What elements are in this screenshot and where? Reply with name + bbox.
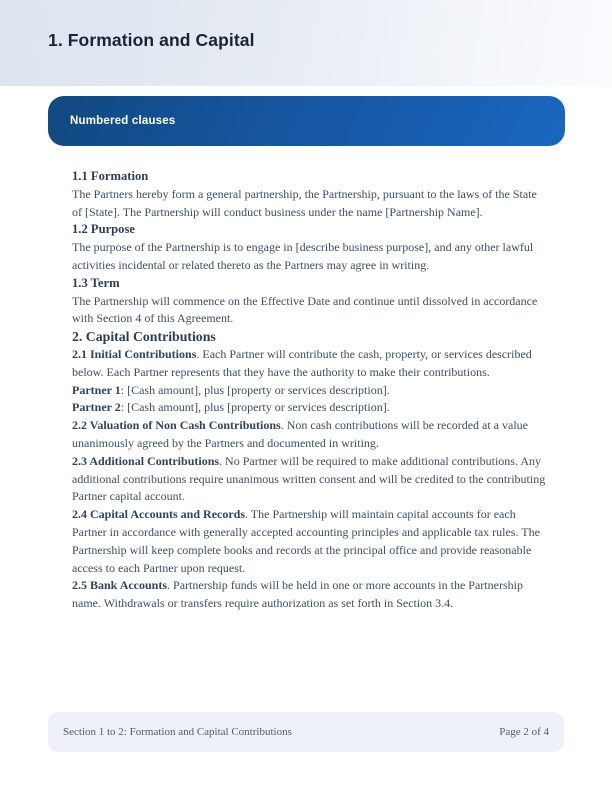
clause-2-3-label: 2.3 Additional Contributions [72, 453, 220, 468]
page-title: 1. Formation and Capital [48, 30, 255, 50]
clause-2-5-text: . Partnership funds will be held in one or more accounts in the Partnership name. Withdrawals or transfers require authorization as set forth in Section 3.4. [72, 578, 523, 611]
clause-2-2-valuation [72, 417, 549, 453]
clause-2-2-text: . Non cash contributions will be recorded at a value unanimously agreed by the Partners and documented in writing. [72, 418, 528, 450]
page-footer [48, 712, 564, 752]
clause-2-4-text: . The Partnership will maintain capital accounts for each Partner in accordance with generally accepted accounting principles and applicable tax rules. The Partnership will keep complete books and records at the principal office and provide reasonable access to each Partner upon request. [72, 507, 540, 575]
clause-2-1-initial-contributions [72, 346, 549, 382]
clause-2-5-label: 2.5 Bank Accounts [72, 578, 168, 593]
clause-2-5-bank-accounts [72, 577, 549, 613]
banner-label: Numbered clauses [70, 115, 176, 127]
clause-2-1-label: 2.1 Initial Contributions [72, 346, 197, 361]
clause-2-3-additional [72, 453, 549, 506]
clause-2-4-capital-accounts [72, 506, 549, 577]
footer-page-number: Page 2 of 4 [499, 726, 549, 738]
heading-2-capital-contributions: 2. Capital Contributions [72, 329, 216, 345]
partner-1-text: : [Cash amount], plus [property or services description]. [120, 382, 390, 397]
clause-partner-2 [72, 399, 549, 417]
partner-2-text: : [Cash amount], plus [property or services description]. [120, 400, 390, 415]
page-header [0, 0, 612, 86]
para-term: The Partnership will commence on the Effective Date and continue until dissolved in accordance with Section 4 of this Agreement. [72, 293, 538, 326]
clause-partner-1 [72, 382, 549, 400]
document-body [72, 168, 549, 613]
partner-1-label: Partner 1 [72, 382, 121, 397]
clause-2-4-label: 2.4 Capital Accounts and Records [72, 507, 246, 522]
heading-1-2-purpose: 1.2 Purpose [72, 222, 135, 237]
partner-2-label: Partner 2 [72, 400, 121, 415]
heading-1-3-term: 1.3 Term [72, 275, 120, 290]
heading-1-1-formation: 1.1 Formation [72, 169, 149, 183]
para-formation: The Partners hereby form a general partnership, the Partnership, pursuant to the laws of the State of [State]. The Partnership will conduct business under the name [Partnership Name]. [72, 186, 537, 219]
clause-2-3-text: . No Partner will be required to make additional contributions. Any additional contributions require unanimous written consent and will be credited to the contributing Partner capital account. [72, 453, 546, 504]
clause-2-2-label: 2.2 Valuation of Non Cash Contributions [72, 418, 281, 433]
clause-2-1-text: . Each Partner will contribute the cash, property, or services described below. Each Partner represents that they have the authority to make their contributions. [72, 346, 532, 379]
footer-section-label: Section 1 to 2: Formation and Capital Contributions [63, 726, 292, 738]
para-purpose: The purpose of the Partnership is to engage in [describe business purpose], and any other lawful activities incidental or related thereto as the Partners may agree in writing. [72, 240, 534, 272]
numbered-clauses-banner [48, 96, 565, 146]
